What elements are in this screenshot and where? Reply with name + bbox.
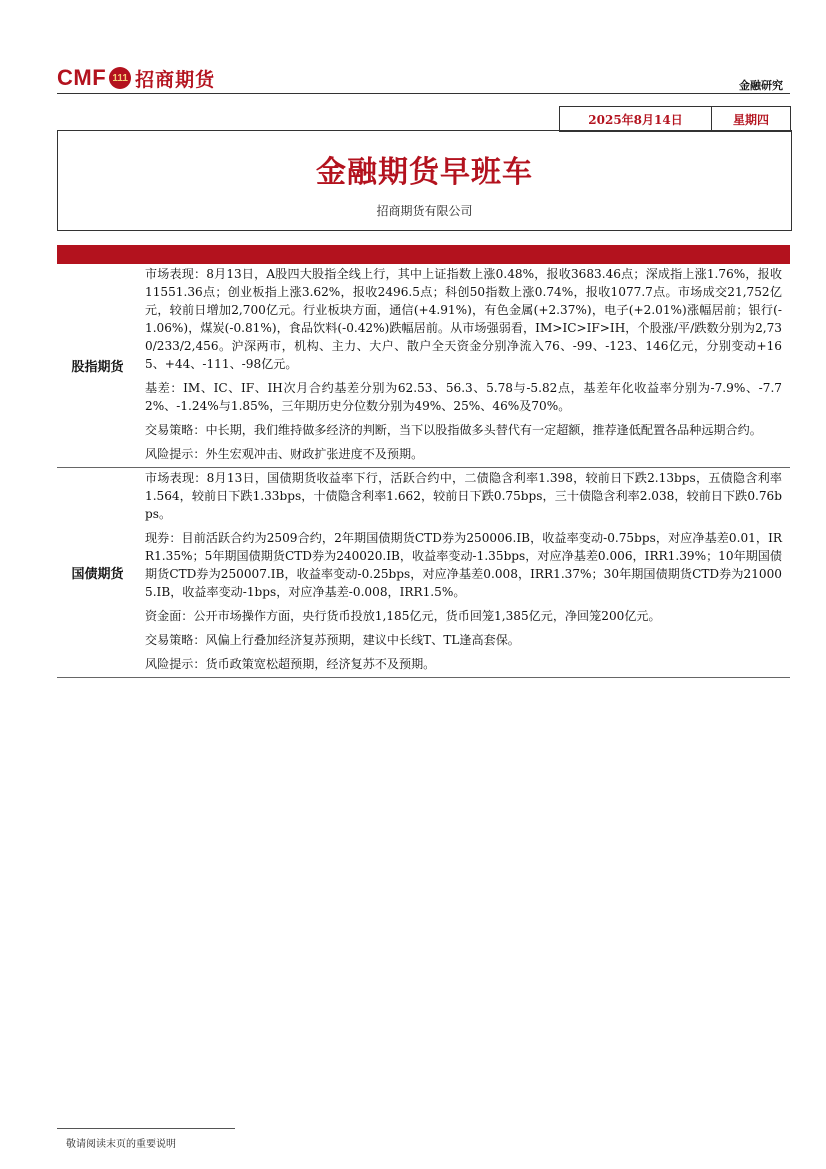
report-weekday: 星期四 [732, 112, 769, 127]
market-performance-paragraph: 市场表现：8月13日，国债期货收益率下行，活跃合约中，二债隐含利率1.398，较前日下跌2.13bps，五债隐含利率1.564，较前日下跌1.33bps，十债隐含利率1.662，较前日下跌0.75bps，三十债隐含利率2.038，较前日下跌0.76bps。 [145, 471, 782, 521]
section-label: 国债期货 [71, 567, 124, 582]
logo-cn-text: 招商期货 [135, 68, 216, 91]
risk-paragraph: 风险提示：外生宏观冲击、财政扩张进度不及预期。 [145, 447, 424, 461]
section-body [138, 468, 790, 677]
basis-paragraph: 基差：IM、IC、IF、IH次月合约基差分别为62.53、56.3、5.78与-5.82点，基差年化收益率分别为-7.9%、-7.72%、-1.24%与1.85%，三年期历史分位数分别为49%、25%、46%及70%。 [145, 381, 782, 413]
date-box [559, 106, 791, 132]
footer-rule [57, 1128, 235, 1129]
report-date: 2025年8月14日 [560, 107, 712, 131]
strategy-paragraph: 交易策略：中长期，我们维持做多经济的判断，当下以股指做多头替代有一定超额，推荐逢低配置各品种远期合约。 [145, 423, 762, 437]
liquidity-paragraph: 资金面：公开市场操作方面，央行货币投放1,185亿元，货币回笼1,385亿元，净回笼200亿元。 [145, 609, 661, 623]
header-rule [57, 93, 790, 94]
risk-paragraph: 风险提示：货币政策宽松超预期，经济复苏不及预期。 [145, 657, 436, 671]
section-header-bar [57, 245, 790, 264]
logo-seal-icon: 111 [109, 67, 131, 89]
company-name: 招商期货有限公司 [376, 204, 473, 218]
strategy-paragraph: 交易策略：风偏上行叠加经济复苏预期，建议中长线T、TL逢高套保。 [145, 633, 520, 647]
footer-note: 敬请阅读末页的重要说明 [66, 1139, 176, 1150]
market-performance-paragraph: 市场表现：8月13日，A股四大股指全线上行，其中上证指数上涨0.48%，报收3683.46点；深成指上涨1.76%，报收11551.36点；创业板指上涨3.62%，报收2496.5点；科创50指数上涨0.74%，报收1077.7点。市场成交21,752亿元，较前日增加2,700亿元。行业板块方面，通信(+4.91%)，有色金属(+2.37%)，电子(+2.01%)涨幅居前；银行(-1.06%)，煤炭(-0.81%)，食品饮料(-0.42%)跌幅居前。从市场强弱看，IM>IC>IF>IH，个股涨/平/跌数分别为2,730/233/2,456。沪深两市，机构、主力、大户、散户全天资金分别净流入76、-99、-123、146亿元，分别变动+165、+44、-111、-98亿元。 [145, 267, 782, 371]
section-body [138, 264, 790, 467]
title-box [57, 130, 792, 231]
page-title: 金融期货早班车 [316, 155, 533, 190]
section-row-treasury [57, 468, 790, 678]
cash-bond-paragraph: 现券：目前活跃合约为2509合约，2年期国债期货CTD券为250006.IB，收益率变动-0.75bps，对应净基差0.01，IRR1.35%；5年期国债期货CTD券为240020.IB，收益率变动-1.35bps，对应净基差0.006，IRR1.39%；10年期国债期货CTD券为250007.IB，收益率变动-0.25bps，对应净基差0.008，IRR1.37%；30年期国债期货CTD券为210005.IB，收益率变动-1bps，对应净基差-0.008，IRR1.5%。 [145, 531, 782, 599]
company-logo [57, 64, 215, 92]
content-table [57, 264, 790, 678]
section-tag: 金融研究 [739, 79, 783, 92]
section-label: 股指期货 [71, 360, 124, 375]
section-row-stock-index [57, 264, 790, 468]
logo-cmf-text: CMF [57, 65, 107, 90]
